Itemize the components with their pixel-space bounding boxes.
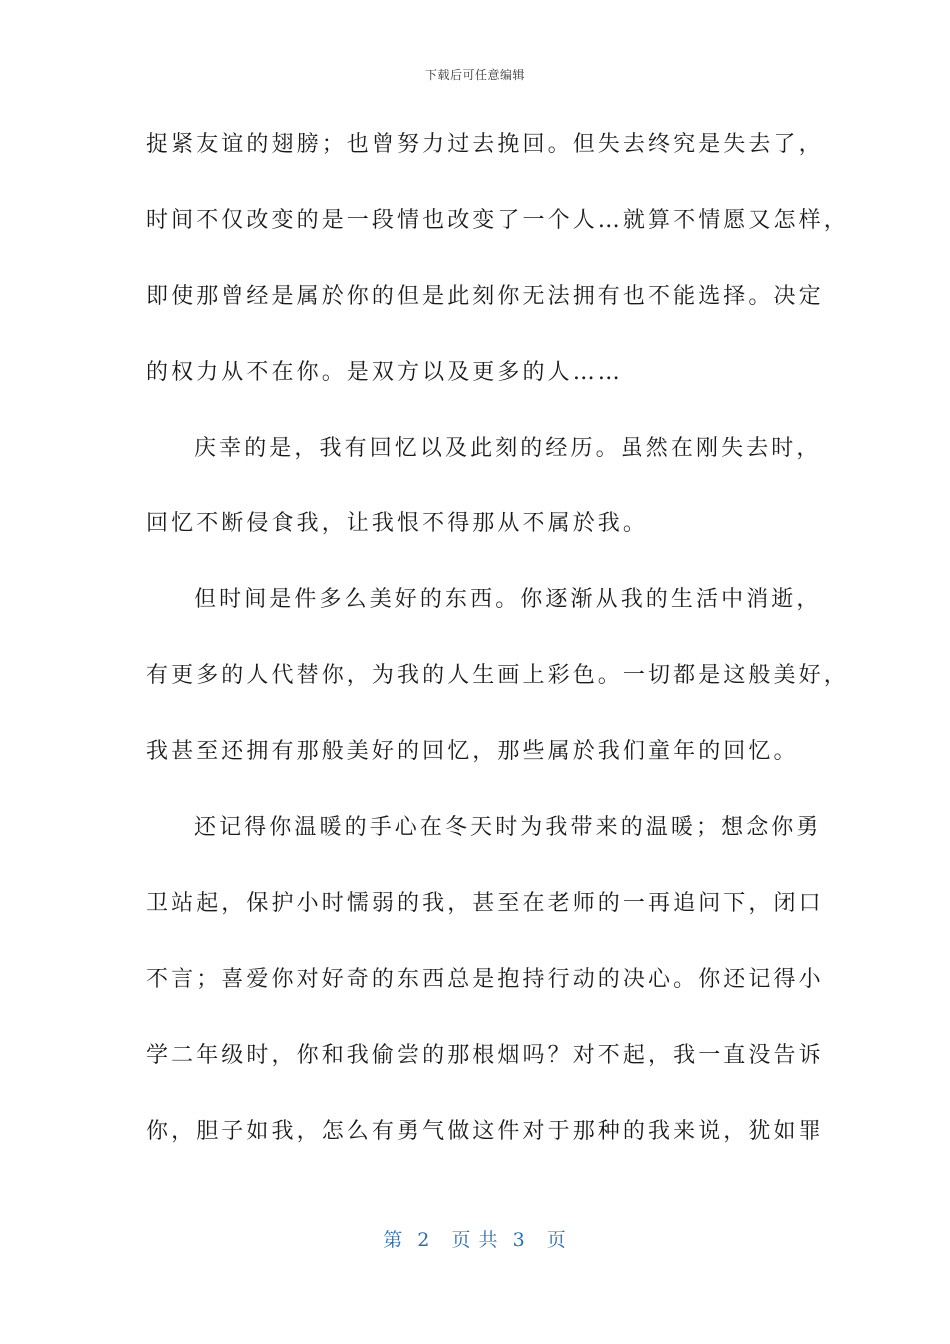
text-line: 你，胆子如我，怎么有勇气做这件对于那种的我来说，犹如罪 (146, 1118, 824, 1144)
text-line: 还记得你温暖的手心在冬天时为我带来的温暖；想念你勇 (194, 815, 822, 841)
text-line: 捉紧友谊的翅膀；也曾努力过去挽回。但失去终究是失去了， (146, 132, 824, 157)
text-line: 回忆不断侵食我，让我恨不得那从不属於我。 (146, 511, 649, 537)
text-line: 但时间是件多么美好的东西。你逐渐从我的生活中消逝， (194, 587, 822, 613)
text-line: 即使那曾经是属於你的但是此刻你无法拥有也不能选择。决定 (146, 283, 824, 309)
page-number-footer: 第 2 页 共 3 页 (383, 1229, 567, 1251)
text-line: 卫站起，保护小时懦弱的我，甚至在老师的一再追问下，闭口 (146, 890, 824, 916)
text-line: 时间不仅改变的是一段情也改变了一个人…就算不情愿又怎样， (146, 207, 849, 233)
text-line: 学二年级时，你和我偷尝的那根烟吗？对不起，我一直没告诉 (146, 1042, 824, 1068)
text-line: 有更多的人代替你，为我的人生画上彩色。一切都是这般美好， (146, 663, 849, 689)
text-line: 庆幸的是，我有回忆以及此刻的经历。虽然在刚失去时， (194, 435, 822, 461)
page-header-note: 下载后可任意编辑 (424, 68, 525, 82)
text-line: 不言；喜爱你对好奇的东西总是抱持行动的决心。你还记得小 (146, 966, 824, 992)
text-line: 的权力从不在你。是双方以及更多的人…… (146, 359, 623, 385)
document-body (146, 121, 849, 1183)
text-line: 我甚至还拥有那般美好的回忆，那些属於我们童年的回忆。 (146, 739, 799, 765)
